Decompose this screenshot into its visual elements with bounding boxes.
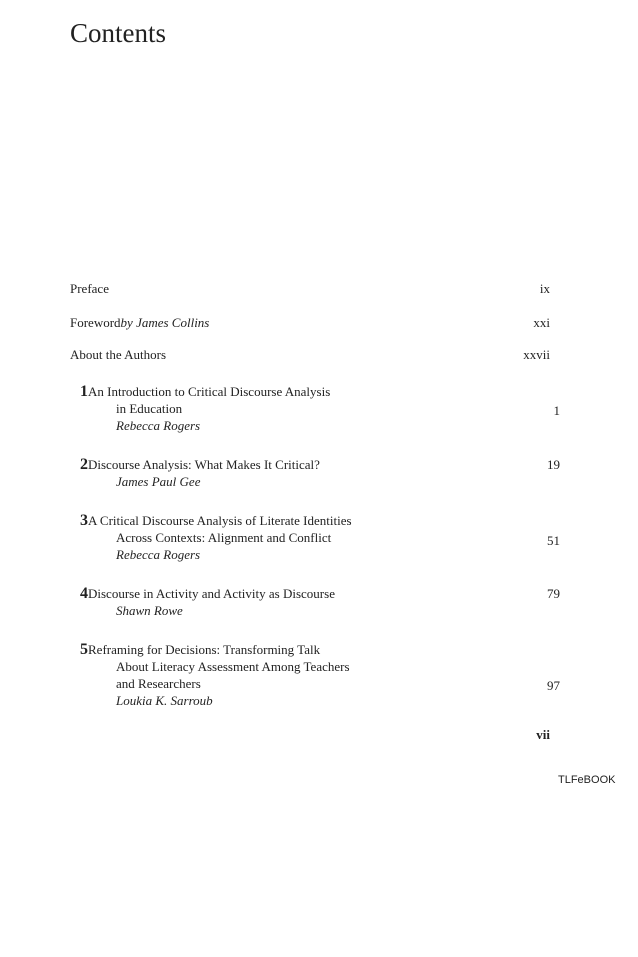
page-number: 19 bbox=[547, 457, 560, 472]
page-number: 97 bbox=[547, 678, 560, 693]
watermark: TLFeBOOK bbox=[558, 774, 616, 786]
page-number: ix bbox=[539, 281, 550, 296]
chapter-title-line: Discourse Analysis: What Makes It Critical? bbox=[88, 457, 320, 472]
toc-entry-foreword bbox=[70, 314, 550, 331]
chapter-author: Shawn Rowe bbox=[116, 603, 183, 618]
toc-entry-chapter-5 bbox=[70, 641, 560, 709]
page-number: xxi bbox=[533, 315, 550, 330]
folio-page-number: vii bbox=[536, 727, 550, 742]
entry-label: About the Authors bbox=[70, 347, 167, 362]
chapter-title-line: in Education bbox=[116, 401, 183, 416]
entry-byline: by James Collins bbox=[120, 315, 210, 330]
page-number: 79 bbox=[547, 586, 560, 601]
toc-entry-chapter-3 bbox=[70, 512, 560, 563]
chapter-author: James Paul Gee bbox=[116, 474, 201, 489]
chapter-title-line: Reframing for Decisions: Transforming Talk bbox=[88, 642, 321, 657]
chapter-author: Loukia K. Sarroub bbox=[116, 693, 213, 708]
chapter-number: 2 bbox=[80, 456, 88, 473]
page-number: xxvii bbox=[523, 347, 550, 362]
toc-entry-about-authors bbox=[70, 346, 550, 363]
chapter-title-line: and Researchers bbox=[116, 676, 201, 691]
toc-entry-chapter-1 bbox=[70, 383, 560, 434]
toc-entry-chapter-2 bbox=[70, 456, 560, 490]
toc-entry-preface bbox=[70, 280, 550, 297]
page-number: 1 bbox=[553, 403, 560, 418]
chapter-title-line: About Literacy Assessment Among Teachers bbox=[116, 659, 350, 674]
chapter-number: 1 bbox=[80, 383, 88, 400]
chapter-author: Rebecca Rogers bbox=[116, 547, 201, 562]
chapter-title-line: Across Contexts: Alignment and Conflict bbox=[116, 530, 332, 545]
entry-label: Foreword bbox=[70, 315, 121, 330]
chapter-title-line: A Critical Discourse Analysis of Literate Identities bbox=[88, 513, 352, 528]
chapter-author: Rebecca Rogers bbox=[116, 418, 201, 433]
page-number: 51 bbox=[547, 533, 560, 548]
chapter-title-line: Discourse in Activity and Activity as Discourse bbox=[88, 586, 335, 601]
entry-label: Preface bbox=[70, 281, 109, 296]
chapter-number: 4 bbox=[80, 585, 88, 602]
toc-entry-chapter-4 bbox=[70, 585, 560, 619]
chapter-title-line: An Introduction to Critical Discourse Analysis bbox=[88, 384, 331, 399]
page-title: Contents bbox=[70, 18, 167, 48]
chapter-number: 5 bbox=[80, 641, 88, 658]
chapter-number: 3 bbox=[80, 512, 88, 529]
